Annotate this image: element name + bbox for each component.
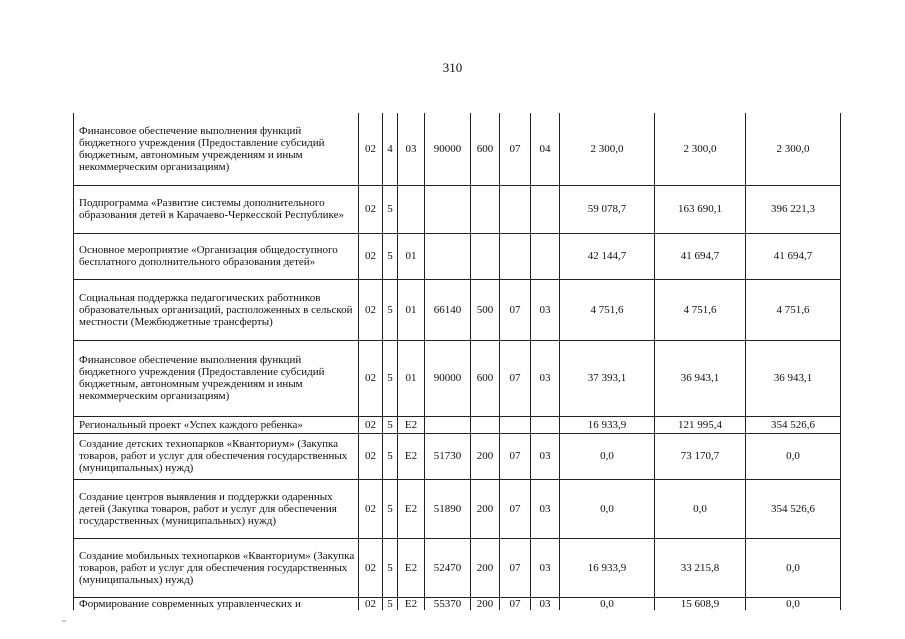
amount-year-1: 2 300,0	[560, 113, 655, 185]
code-event: 03	[398, 113, 425, 185]
code-program: 02	[359, 185, 383, 233]
scan-artifact	[62, 620, 66, 622]
code-program: 02	[359, 433, 383, 479]
table-row	[74, 279, 841, 340]
amount-year-1: 4 751,6	[560, 279, 655, 340]
row-name: Финансовое обеспечение выполнения функций бюджетного учреждения (Предоставление субсидий бюджетным, автономным учреждениям и иным некоммерческим организациям)	[74, 113, 359, 185]
amount-year-1: 16 933,9	[560, 416, 655, 433]
amount-year-2: 41 694,7	[655, 233, 746, 279]
table-row	[74, 113, 841, 185]
code-subsection: 03	[531, 538, 560, 597]
amount-year-3: 354 526,6	[746, 416, 841, 433]
code-program: 02	[359, 538, 383, 597]
code-subprogram: 5	[383, 233, 398, 279]
amount-year-3: 2 300,0	[746, 113, 841, 185]
amount-year-3: 0,0	[746, 597, 841, 610]
table-row	[74, 185, 841, 233]
code-program: 02	[359, 233, 383, 279]
table-row	[74, 233, 841, 279]
code-expense-type	[471, 416, 500, 433]
code-direction: 90000	[425, 340, 471, 416]
amount-year-2: 163 690,1	[655, 185, 746, 233]
code-section: 07	[500, 433, 531, 479]
amount-year-2: 33 215,8	[655, 538, 746, 597]
code-subprogram: 5	[383, 433, 398, 479]
code-subsection	[531, 233, 560, 279]
code-event: 01	[398, 279, 425, 340]
code-subsection	[531, 185, 560, 233]
code-program: 02	[359, 113, 383, 185]
amount-year-1: 42 144,7	[560, 233, 655, 279]
amount-year-2: 73 170,7	[655, 433, 746, 479]
amount-year-1: 0,0	[560, 597, 655, 610]
code-program: 02	[359, 479, 383, 538]
row-name: Создание мобильных технопарков «Кванториум» (Закупка товаров, работ и услуг для обеспечения государственных (муниципальных) нужд)	[74, 538, 359, 597]
code-expense-type: 500	[471, 279, 500, 340]
row-name: Создание центров выявления и поддержки одаренных детей (Закупка товаров, работ и услуг для обеспечения государственных (муниципальных) нужд)	[74, 479, 359, 538]
code-event: 01	[398, 340, 425, 416]
code-direction: 51730	[425, 433, 471, 479]
code-subsection	[531, 416, 560, 433]
amount-year-3: 36 943,1	[746, 340, 841, 416]
code-event: Е2	[398, 538, 425, 597]
table-row	[74, 597, 841, 610]
budget-table	[73, 113, 841, 610]
amount-year-2: 15 608,9	[655, 597, 746, 610]
code-program: 02	[359, 279, 383, 340]
code-direction	[425, 185, 471, 233]
code-direction	[425, 233, 471, 279]
table-row	[74, 416, 841, 433]
code-subsection: 03	[531, 340, 560, 416]
code-expense-type: 200	[471, 597, 500, 610]
code-expense-type	[471, 233, 500, 279]
amount-year-1: 0,0	[560, 479, 655, 538]
row-name: Региональный проект «Успех каждого ребенка»	[74, 416, 359, 433]
code-program: 02	[359, 340, 383, 416]
code-section: 07	[500, 113, 531, 185]
code-subprogram: 5	[383, 479, 398, 538]
code-expense-type: 600	[471, 340, 500, 416]
code-direction	[425, 416, 471, 433]
amount-year-2: 4 751,6	[655, 279, 746, 340]
amount-year-3: 354 526,6	[746, 479, 841, 538]
code-section: 07	[500, 279, 531, 340]
code-event	[398, 185, 425, 233]
code-expense-type: 200	[471, 433, 500, 479]
row-name: Формирование современных управленческих и	[74, 597, 359, 610]
code-event: 01	[398, 233, 425, 279]
code-expense-type	[471, 185, 500, 233]
code-program: 02	[359, 416, 383, 433]
code-direction: 52470	[425, 538, 471, 597]
row-name: Создание детских технопарков «Кванториум» (Закупка товаров, работ и услуг для обеспечения государственных (муниципальных) нужд)	[74, 433, 359, 479]
code-section	[500, 185, 531, 233]
amount-year-3: 41 694,7	[746, 233, 841, 279]
code-subprogram: 5	[383, 340, 398, 416]
row-name: Подпрограмма «Развитие системы дополнительного образования детей в Карачаево-Черкесской Республике»	[74, 185, 359, 233]
amount-year-1: 59 078,7	[560, 185, 655, 233]
code-direction: 51890	[425, 479, 471, 538]
page-number: 310	[442, 60, 463, 75]
row-name: Социальная поддержка педагогических работников образовательных организаций, расположенных в сельской местности (Межбюджетные трансферты)	[74, 279, 359, 340]
amount-year-1: 37 393,1	[560, 340, 655, 416]
table-row	[74, 479, 841, 538]
amount-year-2: 36 943,1	[655, 340, 746, 416]
table-row	[74, 340, 841, 416]
amount-year-1: 0,0	[560, 433, 655, 479]
amount-year-1: 16 933,9	[560, 538, 655, 597]
code-program: 02	[359, 597, 383, 610]
code-section	[500, 233, 531, 279]
code-section: 07	[500, 597, 531, 610]
amount-year-3: 0,0	[746, 538, 841, 597]
code-subsection: 03	[531, 279, 560, 340]
code-expense-type: 200	[471, 479, 500, 538]
amount-year-2: 2 300,0	[655, 113, 746, 185]
code-subprogram: 5	[383, 185, 398, 233]
amount-year-2: 121 995,4	[655, 416, 746, 433]
code-section: 07	[500, 340, 531, 416]
code-section	[500, 416, 531, 433]
code-event: Е2	[398, 416, 425, 433]
row-name: Финансовое обеспечение выполнения функций бюджетного учреждения (Предоставление субсидий бюджетным, автономным учреждениям и иным некоммерческим организациям)	[74, 340, 359, 416]
code-expense-type: 600	[471, 113, 500, 185]
row-name: Основное мероприятие «Организация общедоступного бесплатного дополнительного образования детей»	[74, 233, 359, 279]
code-expense-type: 200	[471, 538, 500, 597]
amount-year-2: 0,0	[655, 479, 746, 538]
code-subprogram: 5	[383, 597, 398, 610]
code-section: 07	[500, 479, 531, 538]
code-direction: 55370	[425, 597, 471, 610]
code-section: 07	[500, 538, 531, 597]
code-subprogram: 5	[383, 279, 398, 340]
code-event: Е2	[398, 433, 425, 479]
table-row	[74, 433, 841, 479]
code-direction: 90000	[425, 113, 471, 185]
code-subsection: 03	[531, 479, 560, 538]
code-direction: 66140	[425, 279, 471, 340]
code-subsection: 03	[531, 433, 560, 479]
code-subprogram: 5	[383, 416, 398, 433]
amount-year-3: 0,0	[746, 433, 841, 479]
code-subprogram: 5	[383, 538, 398, 597]
amount-year-3: 4 751,6	[746, 279, 841, 340]
table-row	[74, 538, 841, 597]
code-event: Е2	[398, 479, 425, 538]
code-subsection: 03	[531, 597, 560, 610]
code-event: Е2	[398, 597, 425, 610]
amount-year-3: 396 221,3	[746, 185, 841, 233]
code-subprogram: 4	[383, 113, 398, 185]
code-subsection: 04	[531, 113, 560, 185]
